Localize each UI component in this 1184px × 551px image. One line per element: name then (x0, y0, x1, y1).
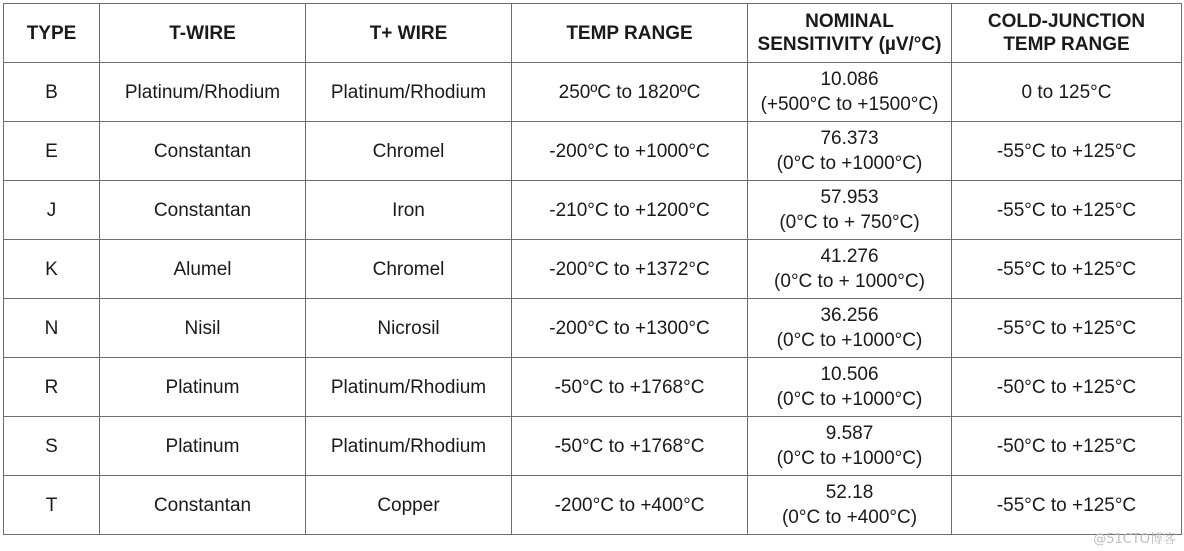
header-cj-line-1: COLD-JUNCTION (987, 11, 1146, 32)
cell-t-minus-wire: Platinum (100, 417, 306, 476)
sensitivity-range: (0°C to +1000°C) (776, 448, 923, 469)
sensitivity-value: 57.953 (820, 187, 879, 208)
cell-cold-junction-range: 0 to 125°C (952, 63, 1182, 122)
sensitivity-range: (0°C to +1000°C) (776, 389, 923, 410)
cell-cold-junction-range: -50°C to +125°C (952, 417, 1182, 476)
cell-t-minus-wire: Constantan (100, 181, 306, 240)
cell-cold-junction-range: -50°C to +125°C (952, 358, 1182, 417)
cell-type: J (4, 181, 100, 240)
table-row (4, 358, 1182, 417)
sensitivity-range: (+500°C to +1500°C) (760, 94, 939, 115)
cell-cold-junction-range: -55°C to +125°C (952, 181, 1182, 240)
cell-temp-range: -200°C to +1372°C (512, 240, 748, 299)
cell-sensitivity (748, 122, 952, 181)
cell-type: S (4, 417, 100, 476)
cell-temp-range: -200°C to +1000°C (512, 122, 748, 181)
sensitivity-range: (0°C to + 1000°C) (774, 271, 925, 292)
sensitivity-range: (0°C to +1000°C) (776, 153, 923, 174)
cell-t-minus-wire: Platinum (100, 358, 306, 417)
sensitivity-value: 10.086 (820, 69, 879, 90)
table-row (4, 122, 1182, 181)
header-sensitivity-line-2: SENSITIVITY (µV/°C) (757, 34, 942, 55)
cell-sensitivity (748, 181, 952, 240)
header-temp-range-line-1: TEMP RANGE (566, 22, 693, 44)
cell-t-minus-wire: Nisil (100, 299, 306, 358)
sensitivity-value: 36.256 (820, 305, 879, 326)
cell-temp-range: 250ºC to 1820ºC (512, 63, 748, 122)
sensitivity-value: 76.373 (820, 128, 879, 149)
cell-t-minus-wire: Platinum/Rhodium (100, 63, 306, 122)
header-t-plus-wire-line-1: T+ WIRE (369, 22, 448, 44)
sensitivity-range: (0°C to +400°C) (781, 507, 918, 528)
cell-t-plus-wire: Platinum/Rhodium (306, 63, 512, 122)
cell-type: B (4, 63, 100, 122)
thermocouple-table (3, 3, 1182, 535)
table-row (4, 476, 1182, 535)
cell-t-plus-wire: Chromel (306, 122, 512, 181)
cell-t-minus-wire: Constantan (100, 122, 306, 181)
cell-type: N (4, 299, 100, 358)
table-row (4, 63, 1182, 122)
table-row (4, 417, 1182, 476)
cell-t-minus-wire: Constantan (100, 476, 306, 535)
header-cold-junction-range (952, 4, 1182, 63)
cell-t-plus-wire: Nicrosil (306, 299, 512, 358)
cell-sensitivity (748, 63, 952, 122)
cell-temp-range: -50°C to +1768°C (512, 417, 748, 476)
cell-t-plus-wire: Iron (306, 181, 512, 240)
table-row (4, 299, 1182, 358)
header-sensitivity-line-1: NOMINAL (805, 11, 894, 32)
sensitivity-value: 9.587 (825, 423, 874, 444)
cell-cold-junction-range: -55°C to +125°C (952, 476, 1182, 535)
cell-temp-range: -200°C to +400°C (512, 476, 748, 535)
cell-t-plus-wire: Platinum/Rhodium (306, 417, 512, 476)
cell-type: E (4, 122, 100, 181)
sensitivity-value: 52.18 (825, 482, 874, 503)
cell-temp-range: -210°C to +1200°C (512, 181, 748, 240)
sensitivity-range: (0°C to + 750°C) (779, 212, 920, 233)
cell-type: K (4, 240, 100, 299)
table-row (4, 181, 1182, 240)
cell-sensitivity (748, 240, 952, 299)
cell-cold-junction-range: -55°C to +125°C (952, 299, 1182, 358)
watermark: @51CTO博客 (1093, 532, 1176, 547)
sensitivity-value: 41.276 (820, 246, 879, 267)
cell-cold-junction-range: -55°C to +125°C (952, 240, 1182, 299)
header-temp-range (512, 4, 748, 63)
cell-temp-range: -200°C to +1300°C (512, 299, 748, 358)
cell-temp-range: -50°C to +1768°C (512, 358, 748, 417)
sensitivity-value: 10.506 (820, 364, 879, 385)
header-t-plus-wire (306, 4, 512, 63)
cell-sensitivity (748, 299, 952, 358)
sensitivity-range: (0°C to +1000°C) (776, 330, 923, 351)
cell-sensitivity (748, 476, 952, 535)
cell-t-plus-wire: Chromel (306, 240, 512, 299)
cell-type: T (4, 476, 100, 535)
header-type (4, 4, 100, 63)
cell-sensitivity (748, 417, 952, 476)
cell-t-minus-wire: Alumel (100, 240, 306, 299)
header-type-line-1: TYPE (26, 22, 77, 44)
header-t-wire-line-1: T-WIRE (169, 22, 236, 44)
cell-t-plus-wire: Copper (306, 476, 512, 535)
header-cj-line-2: TEMP RANGE (1003, 34, 1130, 55)
cell-t-plus-wire: Platinum/Rhodium (306, 358, 512, 417)
header-t-wire (100, 4, 306, 63)
cell-cold-junction-range: -55°C to +125°C (952, 122, 1182, 181)
header-nominal-sensitivity (748, 4, 952, 63)
cell-type: R (4, 358, 100, 417)
header-row (4, 4, 1182, 63)
table-row (4, 240, 1182, 299)
cell-sensitivity (748, 358, 952, 417)
